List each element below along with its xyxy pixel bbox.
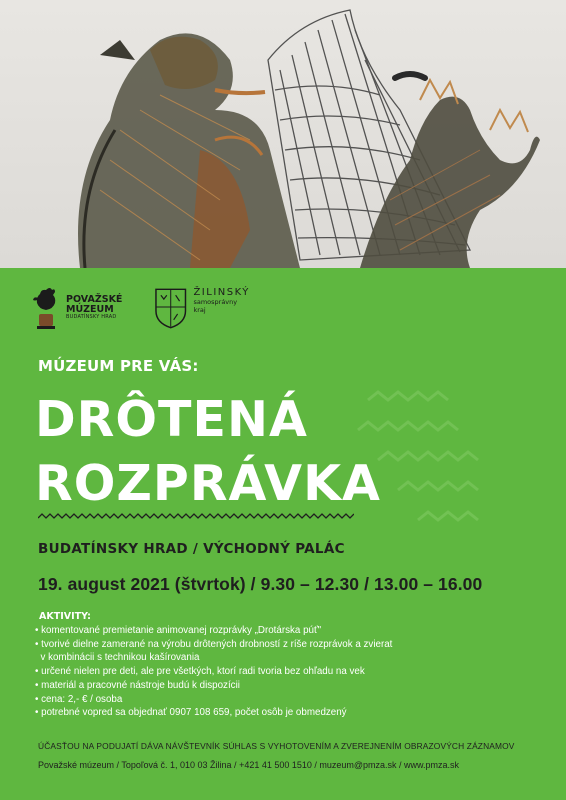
kicker-text: MÚZEUM PRE VÁS: [38, 357, 199, 375]
region-logo [154, 287, 250, 329]
list-item: • určené nielen pre deti, ale pre všetkých, ktorí radi tvoria bez ohľadu na vek [35, 666, 365, 678]
list-item: • tvorivé dielne zamerané na výrobu drôtených drobností z ríše rozprávok a zvierat [35, 638, 393, 650]
museum-logo [32, 286, 122, 330]
activities-heading: AKTIVITY: [39, 611, 91, 622]
consent-notice: ÚČASŤOU NA PODUJATÍ DÁVA NÁVŠTEVNÍK SÚHLAS S VYHOTOVENÍM A ZVEREJNENÍM OBRAZOVÝCH ZÁZNAMOV [38, 741, 515, 751]
list-item: v kombinácii s technikou kašírovania [35, 652, 200, 664]
list-item: • komentované premietanie animovanej rozprávky „Drotárska púť" [35, 625, 322, 636]
museum-name-line3: BUDATÍNSKY HRAD [66, 314, 117, 321]
title-line-2: ROZPRÁVKA [35, 455, 381, 512]
list-item: • materiál a pracovné nástroje budú k dispozícii [35, 679, 240, 691]
list-item: • cena: 2,- € / osoba [35, 693, 123, 705]
title-underline-zigzag [38, 513, 354, 523]
wire-dragon-illustration [0, 0, 566, 268]
rooster-icon [32, 286, 60, 330]
coat-of-arms-icon [154, 287, 187, 329]
title-line-1: DRÔTENÁ [35, 391, 308, 448]
date-bold: 19. august 2021 (štvrtok) [38, 574, 246, 594]
region-name-line1: ŽILINSKÝ [193, 287, 250, 298]
list-item: • potrebné vopred sa objednať 0907 108 659, počet osôb je obmedzený [35, 707, 347, 719]
museum-name-line1: POVAŽSKÉ [66, 294, 123, 306]
region-name-line2: samosprávny kraj [193, 298, 238, 314]
wire-dragon-photo [0, 0, 566, 268]
time-range: / 9.30 – 12.30 / 13.00 – 16.00 [245, 574, 483, 594]
contact-footer: Považské múzeum / Topoľová č. 1, 010 03 Žilina / +421 41 500 1510 / muzeum@pmza.sk / www.pmza.sk [38, 760, 460, 770]
date-time [38, 574, 482, 595]
museum-name-line2: MÚZEUM [66, 304, 114, 316]
venue-text: BUDATÍNSKY HRAD / VÝCHODNÝ PALÁC [38, 541, 345, 557]
logo-row [32, 283, 250, 333]
activities-list [35, 624, 535, 720]
